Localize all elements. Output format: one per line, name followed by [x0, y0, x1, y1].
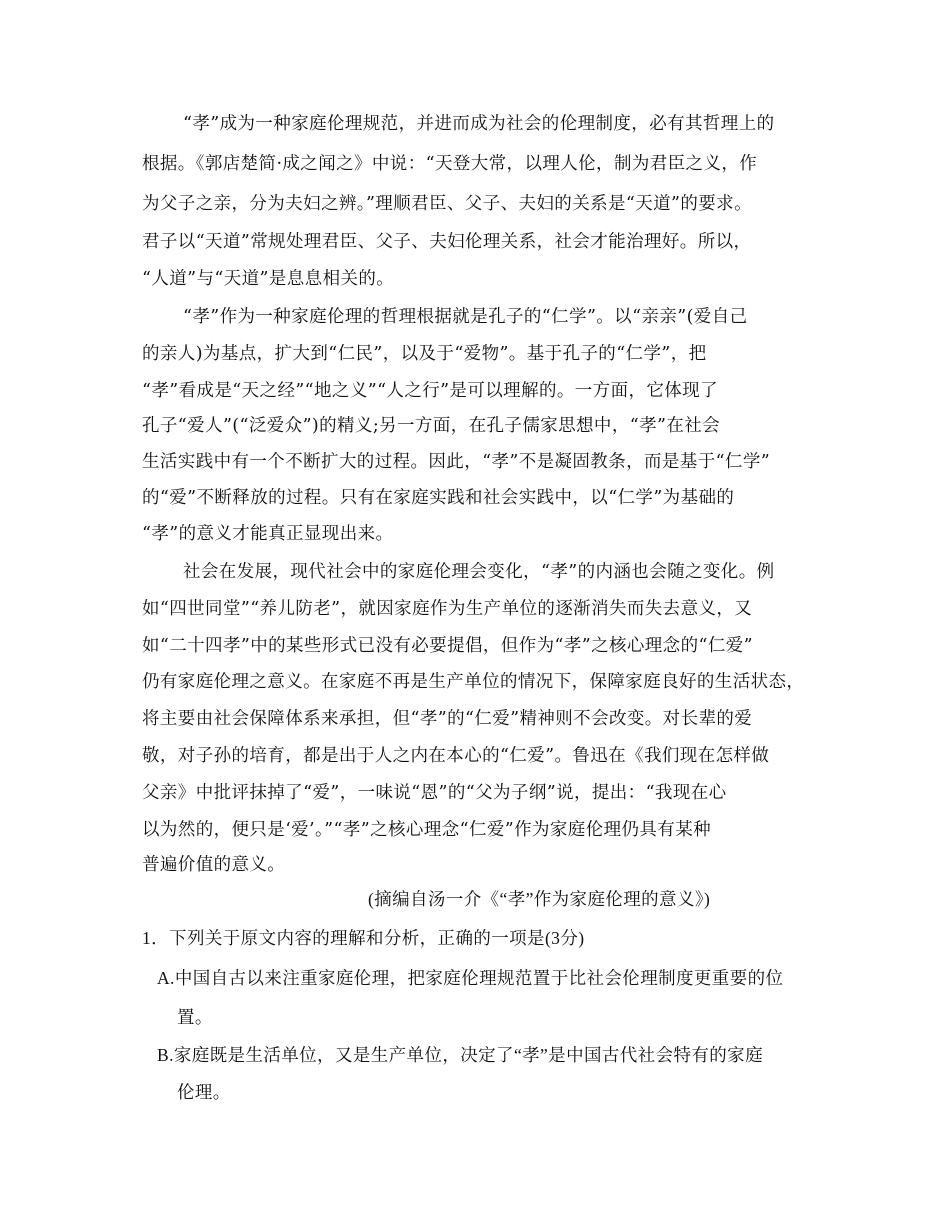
text-line: 普遍价值的意义。: [142, 855, 286, 875]
text-line: 为父子之亲，分为夫妇之辨。”理顺君臣、父子、夫妇的关系是“天道”的要求。: [142, 194, 752, 214]
question-stem: 1．下列关于原文内容的理解和分析，正确的一项是(3分): [142, 928, 585, 948]
text-line: 社会在发展，现代社会中的家庭伦理会变化，“孝”的内涵也会随之变化。例: [183, 562, 775, 582]
text-line: “孝”看成是“天之经”“地之义”“人之行”是可以理解的。一方面，它体现了: [142, 381, 718, 401]
text-line: 根据。《郭店楚简·成之闻之》中说：“天登大常，以理人伦，制为君臣之义，作: [142, 154, 758, 174]
text-line: 仍有家庭伦理之意义。在家庭不再是生产单位的情况下，保障家庭良好的生活状态，: [142, 672, 805, 692]
text-line: 君子以“天道”常规处理君臣、父子、夫妇伦理关系，社会才能治理好。所以，: [142, 232, 752, 252]
text-line: 的“爱”不断释放的过程。只有在家庭实践和社会实践中，以“仁学”为基础的: [142, 488, 735, 508]
text-line: “孝”成为一种家庭伦理规范，并进而成为社会的伦理制度，必有其哲理上的: [183, 114, 775, 134]
option-text: B.家庭既是生活单位，又是生产单位，决定了“孝”是中国古代社会特有的家庭: [157, 1045, 763, 1065]
text-line: “孝”作为一种家庭伦理的哲理根据就是孔子的“仁学”。以“亲亲”(爱自己: [183, 307, 748, 327]
text-line: 生活实践中有一个不断扩大的过程。因此，“孝”不是凝固教条，而是基于“仁学”: [142, 452, 771, 472]
text-line: 敬，对子孙的培育，都是出于人之内在本心的“仁爱”。鲁迅在《我们现在怎样做: [142, 746, 770, 766]
text-line: “人道”与“天道”是息息相关的。: [142, 269, 395, 289]
source-citation: (摘编自汤一介《“孝”作为家庭伦理的意义》): [368, 889, 711, 909]
option-text: 置。: [177, 1007, 213, 1027]
text-line: 如“四世同堂”“养儿防老”，就因家庭作为生产单位的逐渐消失而失去意义，又: [142, 599, 753, 619]
option-text: A.中国自古以来注重家庭伦理，把家庭伦理规范置于比社会伦理制度更重要的位: [157, 968, 784, 988]
text-line: 以为然的，便只是‘爱’。”“孝”之核心理念“仁爱”作为家庭伦理仍具有某种: [142, 820, 712, 840]
text-line: 如“二十四孝”中的某些形式已没有必要提倡，但作为“孝”之核心理念的“仁爱”: [142, 636, 753, 656]
option-text: 伦理。: [177, 1082, 231, 1102]
text-line: 将主要由社会保障体系来承担，但“孝”的“仁爱”精神则不会改变。对长辈的爱: [142, 709, 753, 729]
text-line: 父亲》中批评抹掉了“爱”，一味说“恩”的“父为子纲”说，提出：“我现在心: [142, 783, 727, 803]
text-line: “孝”的意义才能真正显现出来。: [142, 524, 394, 544]
text-line: 孔子“爱人”(“泛爱众”)的精义;另一方面，在孔子儒家思想中，“孝”在社会: [142, 416, 721, 436]
text-line: 的亲人)为基点，扩大到“仁民”，以及于“爱物”。基于孔子的“仁学”，把: [142, 344, 707, 364]
